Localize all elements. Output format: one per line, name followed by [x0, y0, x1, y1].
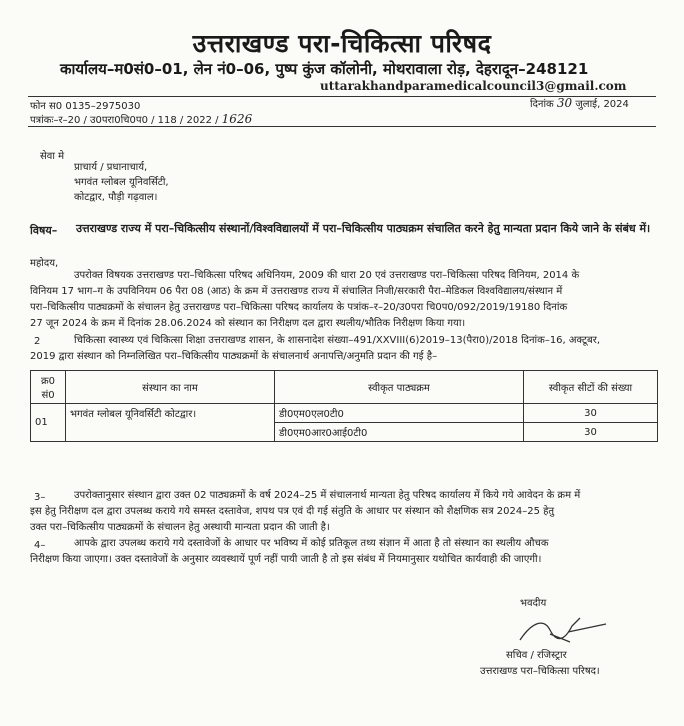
date-suffix: जुलाई, 2024 [575, 99, 629, 110]
courses-table [30, 370, 658, 442]
cell-sn: 01 [31, 404, 66, 442]
paragraph-line: 27 जून 2024 के क्रम में दिनांक 28.06.2024 को संस्थान का निरीक्षण दल द्वारा स्थलीय/भौतिक निरीक्षण किया गया। [30, 318, 466, 329]
letterhead-title: उत्तराखण्ड परा-चिकित्सा परिषद [192, 29, 492, 58]
cell-institute: भगवंत ग्लोबल यूनिवर्सिटी कोटद्वार। [66, 404, 275, 442]
paragraph-line: चिकित्सा स्वास्थ्य एवं चिकित्सा शिक्षा उत्तराखण्ड शासन, के शासनादेश संख्या–491/XXVIII(6)2019–13(पैरा0)/2018 दिनांक–16, अक्टूबर, [74, 335, 601, 346]
paragraph-number: 2 [34, 336, 41, 347]
paragraph-line: आपके द्वारा उपलब्ध कराये गये दस्तावेजों के आधार पर भविष्य में कोई प्रतिकूल तथ्य संज्ञान में आता है तो संस्थान का स्थलीय औचक [74, 538, 549, 549]
signature-block [480, 596, 630, 680]
date-prefix: दिनांक [530, 99, 554, 110]
cell-course: डी0एम0आर0आई0टी0 [275, 423, 524, 442]
cell-seats: 30 [524, 404, 658, 423]
recipient-line: भगवंत ग्लोबल यूनिवर्सिटी, [74, 177, 169, 188]
subject-text: उत्तराखण्ड राज्य में परा–चिकित्सीय संस्थानों/विश्वविद्यालयों में परा–चिकित्सीय पाठ्यक्रम संचालित करने हेतु मान्यता प्रदान किये जाने के संबंध में। [76, 222, 651, 235]
paragraph-number: 4– [34, 540, 46, 551]
letterhead-address: कार्यालय–म0सं0–01, लेन नं0–06, पुष्प कुंज कॉलोनी, मोथरावाला रोड़, देहरादून–248121 [60, 60, 589, 78]
designation: सचिव / रजिस्ट्रार [506, 650, 567, 661]
greeting: महोदय, [30, 258, 59, 269]
recipient-address [74, 160, 169, 205]
paragraph-line: उक्त परा–चिकित्सीय पाठ्यक्रमों के संचालन हेतु अस्थायी मान्यता प्रदान की जाती है। [30, 522, 330, 533]
paragraph-line: विनियम 17 भाग–ग के उपविनियम 06 पैरा 08 (आठ) के क्रम में उत्तराखण्ड राज्य में संचालित निजी/सरकारी पैरा–मेडिकल विश्वविद्यालय/संस्थान में [30, 286, 563, 297]
ref-handwritten: 1626 [221, 112, 253, 126]
paragraph-line: निरीक्षण किया जाएगा। उक्त दस्तावेजों के अनुसार व्यवस्थायें पूर्ण नहीं पायी जाती है तो इस संबंध में नियमानुसार यथोचित कार्यवाही की जाएगी। [30, 554, 542, 565]
header-course: स्वीकृत पाठ्यक्रम [275, 371, 524, 404]
ref-prefix: पत्रांकः–र–20 / उ0परा0चि0प0 / 118 / 2022 / [30, 115, 219, 126]
reference-number [30, 112, 252, 126]
recipient-line: प्राचार्य / प्रधानाचार्य, [74, 162, 148, 173]
salutation-to: सेवा मे [40, 151, 65, 162]
cell-course: डी0एम0एल0टी0 [275, 404, 524, 423]
recipient-line: कोटद्वार, पौड़ी गढ़वाल। [74, 192, 158, 203]
paragraph-line: उपरोक्तानुसार संस्थान द्वारा उक्त 02 पाठ्यक्रमों के वर्ष 2024–25 में संचालनार्थ मान्यता हेतु परिषद कार्यालय में किये गये आवेदन के क्रम में [74, 490, 581, 501]
closing: भवदीय [520, 598, 547, 609]
table-header-row [31, 371, 658, 404]
paragraph-line: उपरोक्त विषयक उत्तराखण्ड परा–चिकित्सा परिषद अधिनियम, 2009 की धारा 20 एवं उत्तराखण्ड परा–चिकित्सा परिषद विनियम, 2014 के [74, 270, 580, 281]
ref-rule [28, 126, 656, 127]
phone-number: फोन स0 0135–2975030 [30, 101, 141, 112]
letterhead-email: uttarakhandparamedicalcouncil3@gmail.com [320, 79, 627, 93]
letter-date [530, 96, 629, 110]
header-seats: स्वीकृत सीटों की संख्या [524, 371, 658, 404]
organization: उत्तराखण्ड परा–चिकित्सा परिषद। [480, 666, 600, 677]
header-institute: संस्थान का नाम [66, 371, 275, 404]
paragraph-number: 3– [34, 492, 46, 503]
cell-seats: 30 [524, 423, 658, 442]
signature-scribble [510, 612, 630, 648]
date-handwritten: 30 [556, 96, 573, 110]
subject-label: विषय– [30, 224, 58, 237]
paragraph-line: 2019 द्वारा संस्थान को निम्नलिखित परा–चिकित्सीय पाठ्यक्रमों के संचालनार्थ अनापत्ति/अनुमति प्रदान की गई है– [30, 351, 438, 362]
paragraph-line: परा–चिकित्सीय पाठ्यक्रमों के संचालन हेतु उत्तराखण्ड परा–चिकित्सा परिषद कार्यालय के पत्रांक–र–20/उ0परा चि0प0/092/2019/19180 दिनांक [30, 302, 568, 313]
table-row [31, 404, 658, 423]
paragraph-line: इस हेतु निरीक्षण दल द्वारा उपलब्ध कराये गये समस्त दस्तावेज, शपथ पत्र एवं दी गई संतुति के आधार पर संस्थान को शैक्षणिक सत्र 2024–25 हेतु [30, 506, 555, 517]
header-sn: क्र0 सं0 [31, 371, 66, 404]
